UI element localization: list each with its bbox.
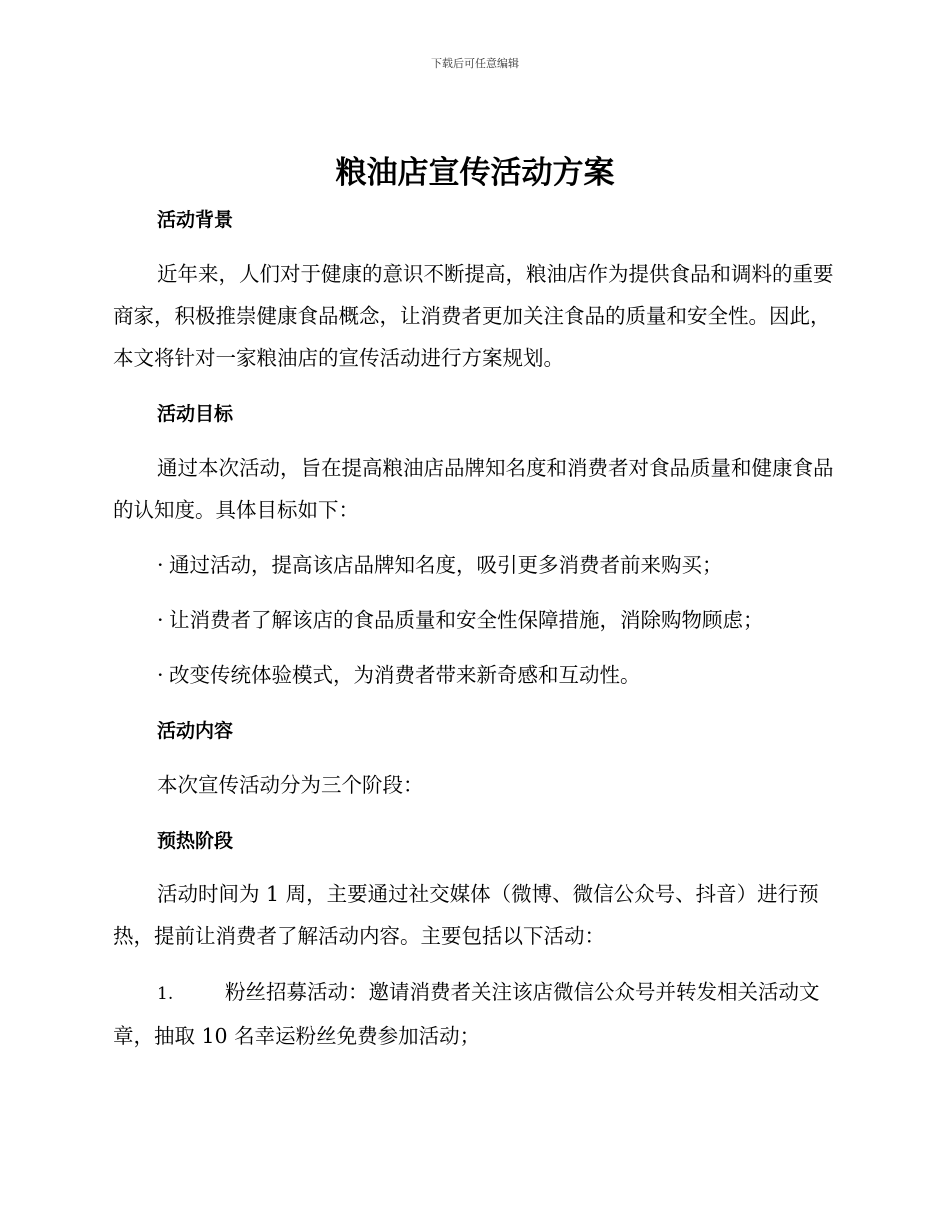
goal-bullet-item — [157, 660, 641, 690]
section-heading-goal: 活动目标 — [157, 403, 234, 425]
section-heading-content: 活动内容 — [157, 720, 234, 742]
content-paragraph: 本次宣传活动分为三个阶段： — [157, 773, 424, 797]
document-title: 粮油店宣传活动方案 — [335, 155, 615, 191]
item-number: 1. — [157, 984, 174, 1004]
bullet-icon: · — [157, 553, 164, 577]
bullet-icon: · — [157, 663, 164, 687]
goal-bullet-text: 通过活动，提高该店品牌知名度，吸引更多消费者前来购买； — [169, 553, 723, 577]
section-heading-background: 活动背景 — [157, 209, 234, 231]
goal-bullet-item — [157, 605, 764, 635]
section-heading-warmup: 预热阶段 — [157, 830, 234, 852]
header-note: 下载后可任意编辑 — [431, 57, 519, 70]
goal-paragraph: 通过本次活动，旨在提高粮油店品牌知名度和消费者对食品质量和健康食品的认知度。具体目标如下： — [113, 456, 834, 522]
item-text: 粉丝招募活动：邀请消费者关注该店微信公众号并转发相关活动文章，抽取 10 名幸运粉丝免费参加活动； — [113, 980, 820, 1048]
bullet-icon: · — [157, 608, 164, 632]
goal-bullet-text: 让消费者了解该店的食品质量和安全性保障措施，消除购物顾虑； — [169, 608, 764, 632]
background-paragraph: 近年来，人们对于健康的意识不断提高，粮油店作为提供食品和调料的重要商家，积极推崇健康食品概念，让消费者更加关注食品的质量和安全性。因此，本文将针对一家粮油店的宣传活动进行方案规划。 — [113, 262, 834, 370]
warmup-paragraph: 活动时间为 1 周，主要通过社交媒体（微博、微信公众号、抖音）进行预热，提前让消费者了解活动内容。主要包括以下活动： — [113, 882, 819, 948]
goal-bullet-text: 改变传统体验模式，为消费者带来新奇感和互动性。 — [169, 663, 641, 687]
warmup-numbered-item — [113, 971, 838, 1057]
goal-bullet-item — [157, 550, 723, 580]
